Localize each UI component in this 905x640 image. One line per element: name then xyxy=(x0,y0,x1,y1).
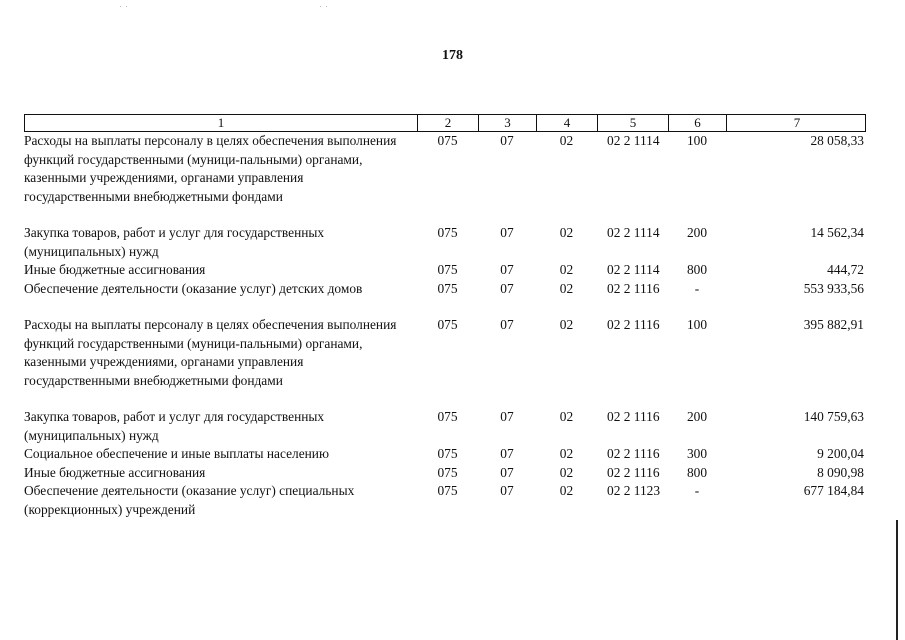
row-col-4: 02 xyxy=(559,464,574,480)
row-col-6: - xyxy=(694,280,700,296)
row-col-2: 075 xyxy=(437,317,458,332)
table-row xyxy=(24,482,866,519)
row-col-4: 02 xyxy=(559,280,574,296)
row-name: Расходы на выплаты персоналу в целях обеспечения выполнения функций государственными (муници-пальными) органами, казенными учреждениями, органами управления государственными внебюджетными фондами xyxy=(24,317,397,388)
header-col-5: 5 xyxy=(598,115,669,131)
row-col-6: 300 xyxy=(686,446,708,461)
row-col-5: 02 2 1114 xyxy=(607,225,660,240)
table-row xyxy=(24,316,866,390)
row-amount: 677 184,84 xyxy=(803,483,864,498)
header-col-2: 2 xyxy=(418,115,479,131)
row-name: Иные бюджетные ассигнования xyxy=(24,262,206,277)
row-col-6: 800 xyxy=(686,464,708,480)
row-col-3: 07 xyxy=(500,262,514,277)
header-col-1: 1 xyxy=(25,115,418,131)
row-col-2: 075 xyxy=(437,483,458,498)
row-col-4: 02 xyxy=(559,409,574,424)
row-col-6: - xyxy=(694,483,700,498)
row-col-3: 07 xyxy=(500,280,514,296)
table-row xyxy=(24,224,866,261)
row-col-5: 02 2 1116 xyxy=(607,280,660,296)
row-col-2: 075 xyxy=(437,446,458,461)
row-col-5: 02 2 1114 xyxy=(607,133,660,148)
budget-table xyxy=(24,114,866,519)
row-name: Социальное обеспечение и иные выплаты населению xyxy=(24,446,329,461)
row-amount: 395 882,91 xyxy=(803,317,864,332)
page-number: 178 xyxy=(442,48,463,63)
table-row xyxy=(24,280,866,299)
row-col-6: 200 xyxy=(686,225,708,240)
row-name: Иные бюджетные ассигнования xyxy=(24,464,206,480)
row-col-6: 100 xyxy=(686,133,708,148)
row-name: Обеспечение деятельности (оказание услуг) специальных (коррекционных) учреждений xyxy=(24,483,355,517)
row-col-3: 07 xyxy=(500,317,514,332)
row-col-4: 02 xyxy=(559,483,574,498)
row-col-3: 07 xyxy=(500,409,514,424)
header-col-4: 4 xyxy=(537,115,598,131)
row-col-4: 02 xyxy=(559,317,574,332)
table-row xyxy=(24,132,866,206)
row-amount: 9 200,04 xyxy=(817,446,864,461)
scan-specks xyxy=(0,6,905,10)
header-col-6: 6 xyxy=(669,115,727,131)
row-amount: 28 058,33 xyxy=(810,133,864,148)
row-col-6: 200 xyxy=(686,409,708,424)
row-col-2: 075 xyxy=(437,464,458,480)
row-amount: 8 090,98 xyxy=(817,464,864,480)
row-col-3: 07 xyxy=(500,483,514,498)
row-col-2: 075 xyxy=(437,262,458,277)
row-amount: 444,72 xyxy=(827,262,864,277)
row-col-2: 075 xyxy=(437,280,458,296)
row-name: Закупка товаров, работ и услуг для государственных (муниципальных) нужд xyxy=(24,225,325,259)
row-col-5: 02 2 1116 xyxy=(607,446,660,461)
table-body xyxy=(24,132,866,519)
row-col-6: 800 xyxy=(686,262,708,277)
row-col-2: 075 xyxy=(437,133,458,148)
header-col-3: 3 xyxy=(479,115,537,131)
row-col-3: 07 xyxy=(500,464,514,480)
row-col-5: 02 2 1116 xyxy=(607,409,660,424)
table-row xyxy=(24,464,866,483)
row-col-2: 075 xyxy=(437,409,458,424)
row-col-3: 07 xyxy=(500,225,514,240)
row-amount: 553 933,56 xyxy=(803,280,864,296)
table-header xyxy=(24,114,866,132)
table-row xyxy=(24,445,866,464)
row-col-5: 02 2 1116 xyxy=(607,464,660,480)
row-amount: 140 759,63 xyxy=(803,409,864,424)
row-col-3: 07 xyxy=(500,446,514,461)
row-col-5: 02 2 1123 xyxy=(607,483,661,498)
row-col-6: 100 xyxy=(686,317,708,332)
row-name: Расходы на выплаты персоналу в целях обеспечения выполнения функций государственными (муници-пальными) органами, казенными учреждениями, органами управления государственными внебюджетными фондами xyxy=(24,133,397,204)
row-name: Обеспечение деятельности (оказание услуг) детских домов xyxy=(24,280,363,296)
row-col-3: 07 xyxy=(500,133,514,148)
header-col-7: 7 xyxy=(793,115,801,130)
row-col-5: 02 2 1114 xyxy=(607,262,660,277)
row-amount: 14 562,34 xyxy=(810,225,864,240)
row-col-4: 02 xyxy=(559,133,574,148)
row-col-4: 02 xyxy=(559,262,574,277)
row-name: Закупка товаров, работ и услуг для государственных (муниципальных) нужд xyxy=(24,409,325,443)
scan-edge-line xyxy=(896,520,898,640)
row-col-2: 075 xyxy=(437,225,458,240)
row-col-4: 02 xyxy=(559,225,574,240)
table-row xyxy=(24,408,866,445)
row-col-4: 02 xyxy=(559,446,574,461)
row-col-5: 02 2 1116 xyxy=(607,317,660,332)
table-row xyxy=(24,261,866,280)
